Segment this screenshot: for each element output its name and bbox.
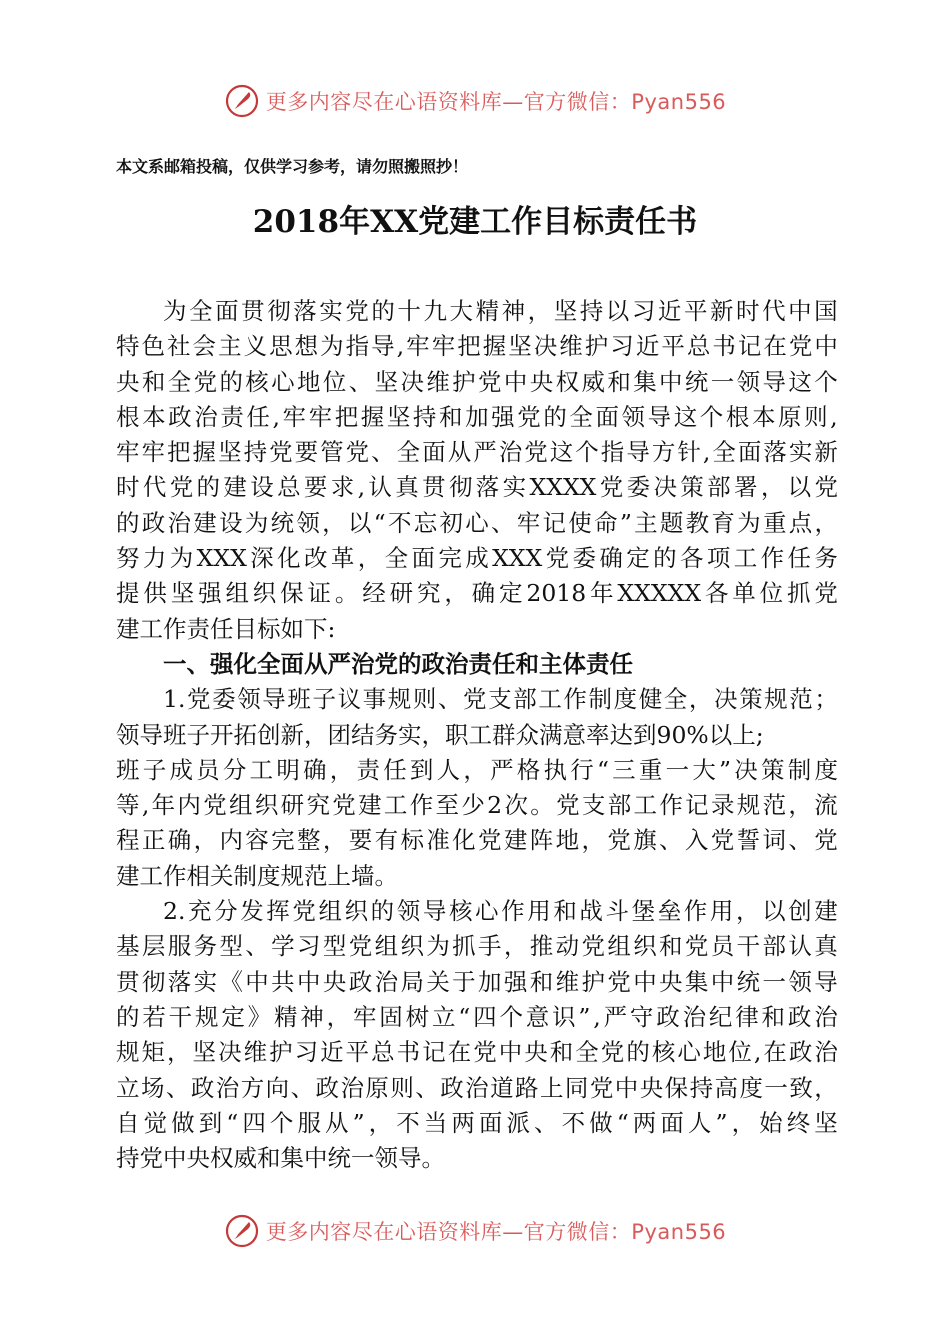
text-line: 特 色 社 会 主 义 思 想 为 指 导 , 牢 牢 把 握 坚 决 维 护 习 近 平 总 书 记 在 党 中 [116, 332, 838, 361]
header-banner [0, 78, 950, 124]
text-line: 时 代 党 的 建 设 总 要 求 , 认 真 贯 彻 落 实 XXXX 党 委 决 策 部 署 ， 以 党 [116, 473, 838, 502]
text-line: 根 本 政 治 责 任 , 牢 牢 把 握 坚 持 和 加 强 党 的 全 面 领 导 这 个 根 本 原 则 , [116, 402, 838, 431]
text-line: 的 若 干 规 定 》 精 神 ， 牢 固 树 立 “ 四 个 意 识 ” , 严 守 政 治 纪 律 和 政 治 [116, 1002, 838, 1031]
banner-text: 更多内容尽在心语资料库—官方微信：Pyan556 [265, 1220, 727, 1244]
text-line: 牢 牢 把 握 坚 持 党 要 管 党 、 全 面 从 严 治 党 这 个 指 导 方 针 , 全 面 落 实 新 [116, 438, 838, 467]
text-line: 规 矩 ， 坚 决 维 护 习 近 平 总 书 记 在 党 中 央 和 全 党 的 核 心 地 位 , 在 政 治 [116, 1038, 838, 1067]
text-line: 的 政 治 建 设 为 统 领 ， 以 “ 不 忘 初 心 、 牢 记 使 命 ” 主 题 教 育 为 重 点 ， [116, 508, 838, 537]
text-line: 持党中央权威和集中统一领导。 [116, 1144, 445, 1173]
text-line: 等 , 年 内 党 组 织 研 究 党 建 工 作 至 少 2 次 。 党 支 部 工 作 记 录 规 范 ， 流 [116, 791, 838, 820]
text-line: 2. 充 分 发 挥 党 组 织 的 领 导 核 心 作 用 和 战 斗 堡 垒 作 用 ， 以 创 建 [163, 897, 838, 926]
text-line: 1. 党 委 领 导 班 子 议 事 规 则 、 党 支 部 工 作 制 度 健 全 ， 决 策 规 范 ； [163, 685, 838, 714]
document-body [116, 294, 838, 1176]
document-title: 2018年XX党建工作目标责任书 [252, 204, 698, 240]
text-line: 立 场 、 政 治 方 向 、 政 治 原 则 、 政 治 道 路 上 同 党 中 央 保 持 高 度 一 致 ， [116, 1073, 838, 1102]
feather-pen-logo-icon [224, 1213, 260, 1249]
text-line: 央 和 全 党 的 核 心 地 位 、 坚 决 维 护 党 中 央 权 威 和 集 中 统 一 领 导 这 个 [116, 367, 838, 396]
text-line: 为 全 面 贯 彻 落 实 党 的 十 九 大 精 神 ， 坚 持 以 习 近 平 新 时 代 中 国 [163, 297, 838, 325]
text-line: 努 力 为 XXX 深 化 改 革 ， 全 面 完 成 XXX 党 委 确 定 的 各 项 工 作 任 务 [116, 544, 838, 573]
banner-text: 更多内容尽在心语资料库—官方微信：Pyan556 [265, 90, 727, 114]
text-line: 提 供 坚 强 组 织 保 证 。 经 研 究 ， 确 定 2018 年 XXXXX 各 单 位 抓 党 [116, 579, 838, 608]
text-line: 建工作责任目标如下: [116, 614, 336, 643]
text-line: 贯 彻 落 实 《 中 共 中 央 政 治 局 关 于 加 强 和 维 护 党 中 央 集 中 统 一 领 导 [116, 967, 838, 996]
text-line: 领导班子开拓创新，团结务实，职工群众满意率达到90%以上; [116, 720, 764, 749]
text-line: 程 正 确 ， 内 容 完 整 ， 要 有 标 准 化 党 建 阵 地 ， 党 旗 、 入 党 誓 词 、 党 [116, 826, 838, 855]
submission-notice: 本文系邮箱投稿，仅供学习参考，请勿照搬照抄！ [116, 157, 469, 176]
text-line: 建工作相关制度规范上墙。 [116, 861, 398, 890]
text-line: 班 子 成 员 分 工 明 确 ， 责 任 到 人 ， 严 格 执 行 “ 三 重 一 大 ” 决 策 制 度 [116, 755, 838, 784]
footer-banner [0, 1208, 950, 1254]
text-line: 自 觉 做 到 “ 四 个 服 从 ” ， 不 当 两 面 派 、 不 做 “ 两 面 人 ” ， 始 终 坚 [116, 1108, 838, 1137]
text-line: 基 层 服 务 型 、 学 习 型 党 组 织 为 抓 手 ， 推 动 党 组 织 和 党 员 干 部 认 真 [116, 932, 838, 961]
section-heading: 一、强化全面从严治党的政治责任和主体责任 [163, 649, 633, 678]
feather-pen-logo-icon [224, 83, 260, 119]
